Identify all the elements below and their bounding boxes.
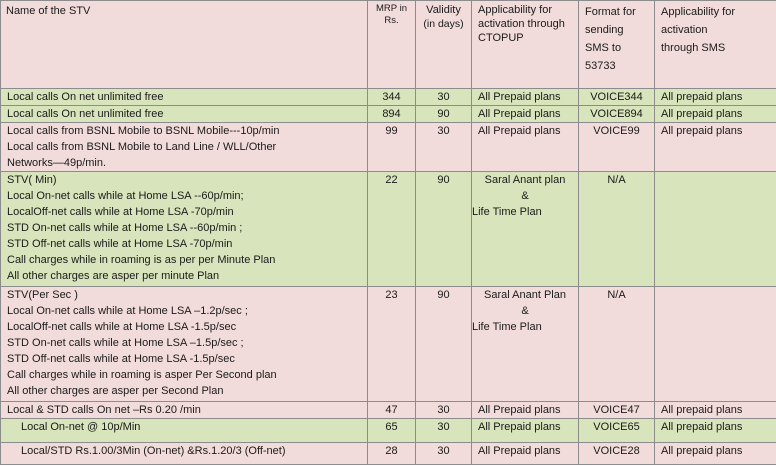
ctopup-cell <box>472 443 579 465</box>
header-ctopup-line: Applicability for <box>478 4 552 16</box>
ctopup-line: Life Time Plan <box>472 206 542 218</box>
ctopup-line: All Prepaid plans <box>478 404 561 416</box>
table-row <box>1 443 776 465</box>
sms-activation-cell <box>655 106 776 123</box>
ctopup-line: & <box>521 305 529 317</box>
sms-format-cell <box>579 123 655 172</box>
validity-value: 30 <box>437 91 450 103</box>
table-row <box>1 172 776 287</box>
stv-name-line: Local calls On net unlimited free <box>7 108 164 120</box>
header-sms-format <box>579 1 655 89</box>
header-row <box>1 1 776 89</box>
sms-format-cell <box>579 402 655 419</box>
header-mrp-line: Rs. <box>384 15 399 26</box>
ctopup-line: All Prepaid plans <box>478 421 561 433</box>
stv-name-line: LocalOff-net calls while at Home LSA -1.5p/sec <box>7 321 237 333</box>
mrp-cell <box>368 443 416 465</box>
header-sms-activation-line: through SMS <box>661 42 726 54</box>
validity-value: 30 <box>437 421 450 433</box>
ctopup-line: & <box>521 190 529 202</box>
validity-value: 90 <box>437 108 450 120</box>
validity-cell <box>416 443 472 465</box>
sms-format-cell <box>579 419 655 443</box>
stv-name-cell <box>1 89 368 106</box>
header-sms-format-line: Format for <box>585 6 636 18</box>
ctopup-cell <box>472 287 579 402</box>
stv-name-line: STD On-net calls while at Home LSA --60p/min ; <box>7 222 243 234</box>
ctopup-cell <box>472 106 579 123</box>
stv-name-line: Call charges while in roaming is asper Per Second plan <box>7 369 277 381</box>
table-row <box>1 89 776 106</box>
validity-cell <box>416 106 472 123</box>
sms-activation-cell <box>655 172 776 287</box>
mrp-value: 894 <box>382 108 401 120</box>
sms-activation-value: All prepaid plans <box>661 421 743 433</box>
ctopup-line: All Prepaid plans <box>478 91 561 103</box>
mrp-cell <box>368 287 416 402</box>
stv-name-line: STD Off-net calls while at Home LSA -70p/min <box>7 238 233 250</box>
header-sms-format-line: sending <box>585 24 624 36</box>
sms-format-cell <box>579 287 655 402</box>
mrp-value: 23 <box>385 289 398 301</box>
sms-format-cell <box>579 172 655 287</box>
ctopup-line: All Prepaid plans <box>478 108 561 120</box>
mrp-value: 344 <box>382 91 401 103</box>
header-validity-line: Validity <box>426 4 461 16</box>
validity-cell <box>416 172 472 287</box>
stv-name-line: Local/STD Rs.1.00/3Min (On-net) &Rs.1.20/3 (Off-net) <box>21 445 286 457</box>
header-sms-activation-line: Applicability for <box>661 6 735 18</box>
validity-cell <box>416 287 472 402</box>
stv-name-line: STD Off-net calls while at Home LSA -1.5p/sec <box>7 353 235 365</box>
sms-format-cell <box>579 89 655 106</box>
sms-activation-value: All prepaid plans <box>661 445 743 457</box>
header-validity <box>416 1 472 89</box>
sms-activation-value: All prepaid plans <box>661 125 743 137</box>
sms-activation-value: All prepaid plans <box>661 91 743 103</box>
ctopup-cell <box>472 172 579 287</box>
sms-activation-cell <box>655 402 776 419</box>
mrp-value: 47 <box>385 404 398 416</box>
mrp-cell <box>368 123 416 172</box>
sms-format-value: VOICE894 <box>590 108 643 120</box>
stv-name-cell <box>1 402 368 419</box>
stv-name-line: Local On-net calls while at Home LSA --60p/min; <box>7 190 244 202</box>
mrp-cell <box>368 172 416 287</box>
stv-name-cell <box>1 443 368 465</box>
validity-cell <box>416 89 472 106</box>
sms-activation-cell <box>655 419 776 443</box>
ctopup-line: Saral Anant plan <box>484 174 566 186</box>
sms-format-value: VOICE344 <box>590 91 643 103</box>
sms-activation-cell <box>655 89 776 106</box>
sms-format-cell <box>579 106 655 123</box>
mrp-value: 28 <box>385 445 398 457</box>
header-mrp-line: MRP in <box>376 3 407 14</box>
stv-name-cell <box>1 123 368 172</box>
table-row <box>1 106 776 123</box>
header-ctopup <box>472 1 579 89</box>
ctopup-line: Saral Anant Plan <box>484 289 566 301</box>
table-row <box>1 419 776 443</box>
header-sms-activation <box>655 1 776 89</box>
header-ctopup-line: CTOPUP <box>478 32 524 44</box>
stv-name-line: Local On-net @ 10p/Min <box>21 421 141 433</box>
sms-format-value: N/A <box>607 289 626 301</box>
sms-format-value: VOICE65 <box>593 421 640 433</box>
header-name-label: Name of the STV <box>6 5 91 17</box>
stv-name-line: STV(Per Sec ) <box>7 289 78 301</box>
validity-value: 30 <box>437 404 450 416</box>
stv-name-line: STV( Min) <box>7 174 57 186</box>
validity-value: 90 <box>437 289 450 301</box>
stv-name-cell <box>1 287 368 402</box>
stv-name-line: Call charges while in roaming is as per per Minute Plan <box>7 254 276 266</box>
stv-name-line: LocalOff-net calls while at Home LSA -70p/min <box>7 206 234 218</box>
header-validity-line: (in days) <box>423 18 464 30</box>
mrp-cell <box>368 419 416 443</box>
header-mrp <box>368 1 416 89</box>
sms-activation-cell <box>655 443 776 465</box>
stv-name-line: All other charges are asper per minute Plan <box>7 270 220 282</box>
validity-value: 30 <box>437 125 450 137</box>
mrp-cell <box>368 89 416 106</box>
stv-name-line: Local & STD calls On net –Rs 0.20 /min <box>7 404 201 416</box>
mrp-value: 22 <box>385 174 398 186</box>
stv-name-cell <box>1 419 368 443</box>
sms-format-value: VOICE28 <box>593 445 640 457</box>
ctopup-cell <box>472 419 579 443</box>
stv-name-line: Local On-net calls while at Home LSA –1.2p/sec ; <box>7 305 248 317</box>
ctopup-line: All Prepaid plans <box>478 125 561 137</box>
sms-format-value: VOICE99 <box>593 125 640 137</box>
ctopup-cell <box>472 123 579 172</box>
ctopup-cell <box>472 402 579 419</box>
sms-format-value: N/A <box>607 174 626 186</box>
mrp-value: 65 <box>385 421 398 433</box>
sms-activation-value: All prepaid plans <box>661 404 743 416</box>
validity-cell <box>416 402 472 419</box>
stv-name-line: Networks—49p/min. <box>7 157 107 169</box>
stv-name-line: Local calls from BSNL Mobile to BSNL Mobile---10p/min <box>7 125 280 137</box>
stv-name-line: Local calls from BSNL Mobile to Land Line / WLL/Other <box>7 141 277 153</box>
header-sms-format-line: SMS to <box>585 42 622 54</box>
mrp-cell <box>368 106 416 123</box>
table-row <box>1 123 776 172</box>
mrp-value: 99 <box>385 125 398 137</box>
stv-name-line: All other charges are asper per Second Plan <box>7 385 224 397</box>
ctopup-cell <box>472 89 579 106</box>
validity-cell <box>416 419 472 443</box>
stv-name-cell <box>1 106 368 123</box>
sms-activation-cell <box>655 123 776 172</box>
table-row <box>1 287 776 402</box>
stv-name-line: STD On-net calls while at Home LSA –1.5p/sec ; <box>7 337 244 349</box>
validity-value: 90 <box>437 174 450 186</box>
mrp-cell <box>368 402 416 419</box>
validity-value: 30 <box>437 445 450 457</box>
header-name <box>1 1 368 89</box>
sms-format-cell <box>579 443 655 465</box>
stv-name-cell <box>1 172 368 287</box>
stv-name-line: Local calls On net unlimited free <box>7 91 164 103</box>
header-sms-activation-line: activation <box>661 24 708 36</box>
table-row <box>1 402 776 419</box>
header-sms-format-line: 53733 <box>585 60 616 72</box>
ctopup-line: Life Time Plan <box>472 321 542 333</box>
sms-activation-value: All prepaid plans <box>661 108 743 120</box>
sms-activation-cell <box>655 287 776 402</box>
ctopup-line: All Prepaid plans <box>478 445 561 457</box>
header-ctopup-line: activation through <box>478 18 565 30</box>
validity-cell <box>416 123 472 172</box>
sms-format-value: VOICE47 <box>593 404 640 416</box>
